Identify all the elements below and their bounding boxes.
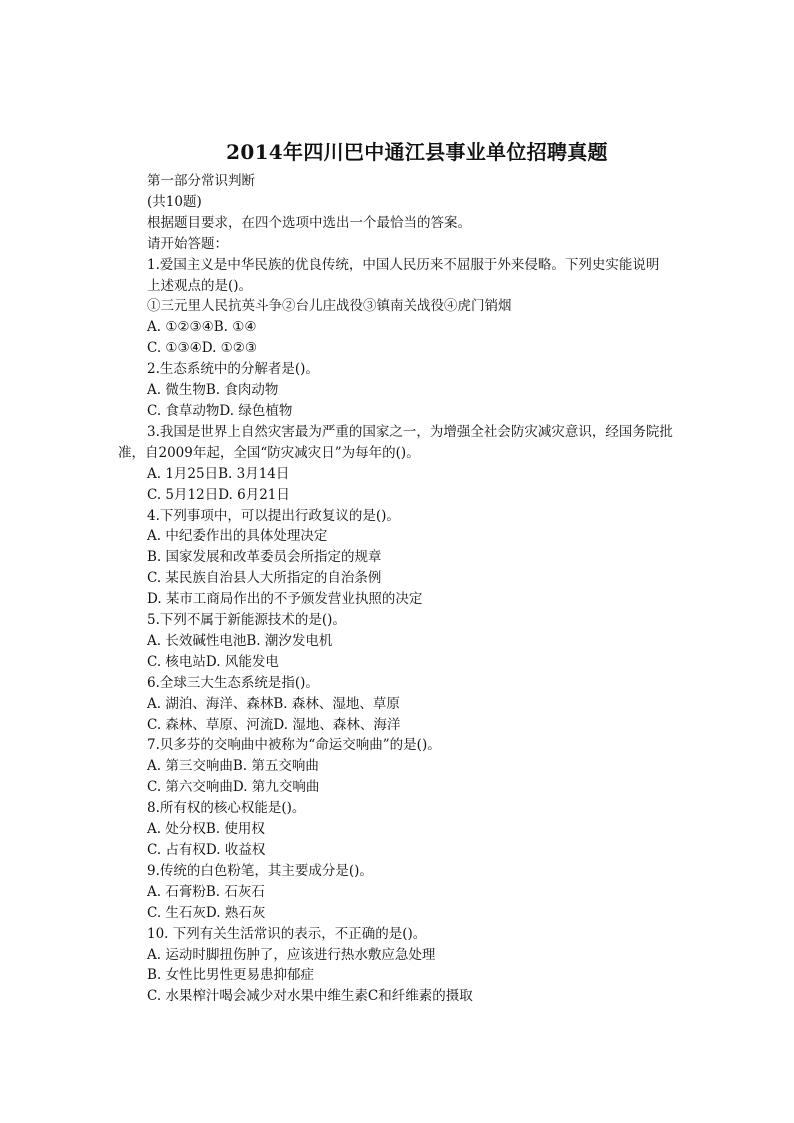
document-body — [118, 171, 678, 1007]
question-10-option-line: C. 水果榨汁喝会减少对水果中维生素C和纤维素的摄取 — [147, 988, 473, 1005]
question-1-stem-continued: 上述观点的是()。 — [147, 277, 253, 294]
question-6-option-line: A. 湖泊、海洋、森林B. 森林、湿地、草原 — [147, 695, 400, 712]
question-1-items: ①三元里人民抗英斗争②台儿庄战役③镇南关战役④虎门销烟 — [147, 298, 512, 315]
question-3-option-line: C. 5月12日D. 6月21日 — [147, 486, 290, 503]
question-10-option-line: A. 运动时脚扭伤肿了，应该进行热水敷应急处理 — [147, 946, 436, 963]
question-9-stem: 9.传统的白色粉笔，其主要成分是()。 — [147, 862, 373, 879]
question-5-stem: 5.下列不属于新能源技术的是()。 — [147, 612, 346, 629]
question-2-option-line: C. 食草动物D. 绿色植物 — [147, 402, 293, 419]
question-4-option-line: D. 某市工商局作出的不予颁发营业执照的决定 — [147, 591, 423, 608]
question-1-stem: 1.爱国主义是中华民族的优良传统，中国人民历来不屈服于外来侵略。下列史实能说明 — [147, 256, 660, 273]
question-6-stem: 6.全球三大生态系统是指()。 — [147, 674, 319, 691]
question-9-option-line: A. 石膏粉B. 石灰石 — [147, 883, 265, 900]
question-3-stem: 3.我国是世界上自然灾害最为严重的国家之一，为增强全社会防灾减灾意识，经国务院批准，自2009年起，全国“防灾减灾日”为每年的()。 — [118, 423, 673, 461]
question-8-option-line: A. 处分权B. 使用权 — [147, 821, 265, 838]
question-4-option-line: B. 国家发展和改革委员会所指定的规章 — [147, 549, 382, 566]
question-2-option-line: A. 微生物B. 食肉动物 — [147, 382, 279, 399]
question-7-option-line: C. 第六交响曲D. 第九交响曲 — [147, 779, 320, 796]
question-count: (共10题) — [147, 193, 202, 210]
document-title: 2014年四川巴中通江县事业单位招聘真题 — [226, 140, 608, 164]
question-6-option-line: C. 森林、草原、河流D. 湿地、森林、海洋 — [147, 716, 401, 733]
question-8-option-line: C. 占有权D. 收益权 — [147, 842, 266, 858]
question-2-stem: 2.生态系统中的分解者是()。 — [147, 361, 319, 378]
question-1-option-line: C. ①③④D. ①②③ — [147, 340, 257, 357]
question-4-option-line: C. 某民族自治县人大所指定的自治条例 — [147, 570, 382, 587]
question-7-stem: 7.贝多芬的交响曲中被称为“命运交响曲”的是()。 — [147, 737, 441, 754]
question-8-stem: 8.所有权的核心权能是()。 — [147, 800, 306, 817]
instruction-text: 根据题目要求，在四个选项中选出一个最恰当的答案。 — [147, 214, 471, 231]
question-3-option-line: A. 1月25日B. 3月14日 — [147, 465, 290, 482]
question-10-stem: 10. 下列有关生活常识的表示，不正确的是()。 — [147, 925, 427, 942]
question-5-option-line: C. 核电站D. 风能发电 — [147, 653, 279, 670]
start-prompt: 请开始答题： — [147, 235, 228, 252]
question-9-option-line: C. 生石灰D. 熟石灰 — [147, 904, 266, 921]
question-7-option-line: A. 第三交响曲B. 第五交响曲 — [147, 758, 319, 775]
question-4-option-line: A. 中纪委作出的具体处理决定 — [147, 528, 328, 545]
question-1-option-line: A. ①②③④B. ①④ — [147, 319, 257, 336]
question-10-option-line: B. 女性比男性更易患抑郁症 — [147, 967, 315, 984]
question-4-stem: 4.下列事项中，可以提出行政复议的是()。 — [147, 507, 400, 524]
section-heading: 第一部分常识判断 — [147, 173, 255, 189]
question-5-option-line: A. 长效碱性电池B. 潮汐发电机 — [147, 632, 333, 649]
